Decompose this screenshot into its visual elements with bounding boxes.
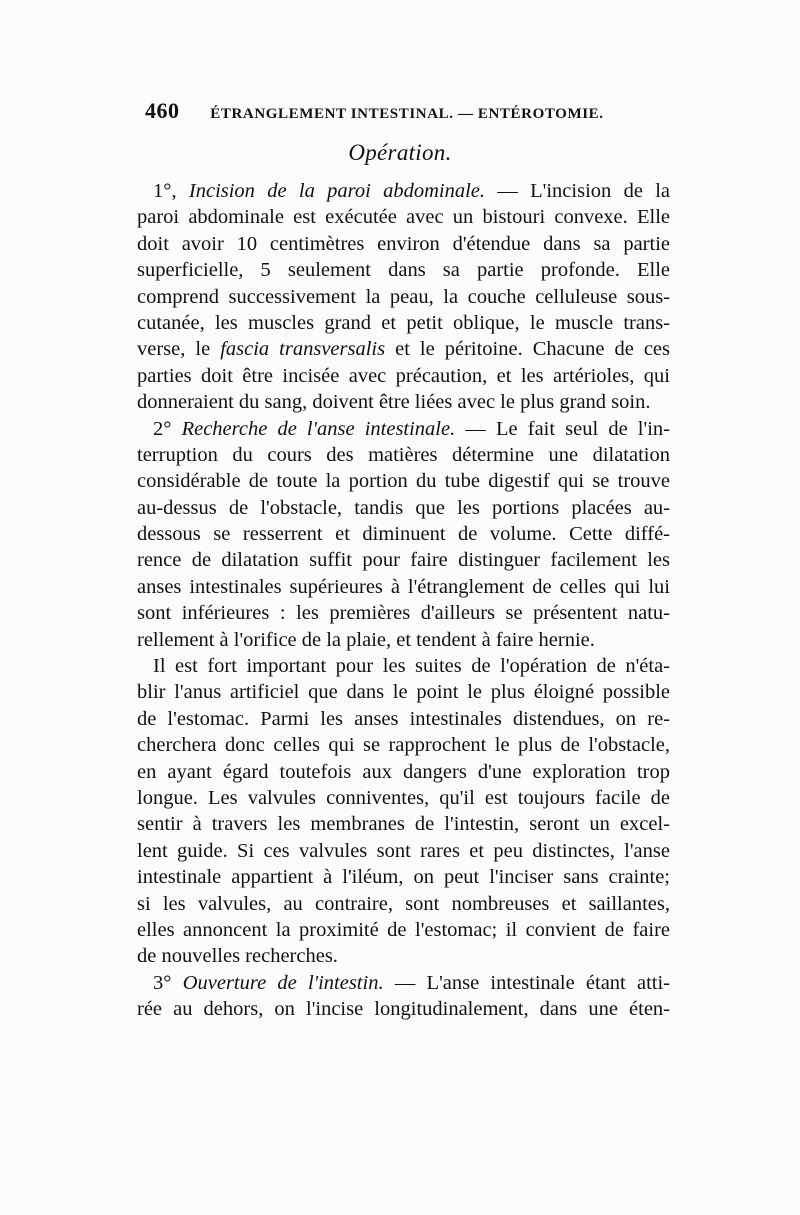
text-run: terruption du cours des matières détermine une dilatation bbox=[137, 443, 670, 466]
text-run: lent guide. Si ces valvules sont rares et peu distinctes, l'anse bbox=[137, 839, 670, 862]
italic-run: Ouverture de l'intestin. bbox=[182, 971, 384, 994]
text-line bbox=[137, 732, 670, 758]
text-line bbox=[137, 759, 670, 785]
text-line bbox=[137, 706, 670, 732]
text-line bbox=[137, 363, 670, 389]
text-line bbox=[137, 627, 670, 653]
text-run: de l'estomac. Parmi les anses intestinales distendues, on re- bbox=[137, 707, 670, 730]
text-line bbox=[137, 336, 670, 362]
text-run: paroi abdominale est exécutée avec un bistouri convexe. Elle bbox=[137, 206, 670, 229]
text-line bbox=[137, 917, 670, 943]
text-run: dessous se resserrent et diminuent de volume. Cette diffé- bbox=[137, 523, 670, 546]
text-run: parties doit être incisée avec précaution, et les artérioles, qui bbox=[137, 364, 670, 387]
text-line bbox=[137, 785, 670, 811]
text-line bbox=[137, 574, 670, 600]
text-line bbox=[137, 310, 670, 336]
text-run: — Le fait seul de l'in- bbox=[455, 417, 670, 440]
text-line bbox=[137, 495, 670, 521]
italic-run: Incision de la paroi abdominale. bbox=[188, 180, 486, 202]
text-run: 2° bbox=[153, 417, 182, 440]
text-run: rence de dilatation suffit pour faire distinguer facilement les bbox=[137, 549, 670, 572]
text-line bbox=[137, 838, 670, 864]
text-line bbox=[137, 468, 670, 494]
text-run: comprend successivement la peau, la couche celluleuse sous- bbox=[137, 285, 670, 308]
italic-run: Recherche de l'anse intestinale. bbox=[181, 417, 456, 440]
text-run: longue. Les valvules conniventes, qu'il est toujours facile de bbox=[137, 786, 670, 809]
text-run: — L'anse intestinale étant atti- bbox=[383, 971, 671, 994]
section-title: Opération. bbox=[348, 140, 452, 165]
text-run: et le péritoine. Chacune de ces bbox=[385, 338, 670, 361]
text-line bbox=[137, 679, 670, 705]
running-head bbox=[145, 98, 665, 124]
text-line bbox=[137, 970, 670, 996]
text-run: anses intestinales supérieures à l'étranglement de celles qui lui bbox=[137, 575, 670, 598]
text-run: — L'incision de la bbox=[485, 180, 671, 202]
text-line bbox=[137, 811, 670, 837]
running-title: ÉTRANGLEMENT INTESTINAL. — ENTÉROTOMIE. bbox=[210, 106, 604, 122]
text-line bbox=[137, 996, 670, 1022]
text-line bbox=[137, 943, 670, 969]
text-run: cherchera donc celles qui se rapprochent le plus de l'obstacle, bbox=[137, 734, 670, 757]
text-line bbox=[137, 257, 670, 283]
page-number: 460 bbox=[145, 98, 180, 123]
text-run: 3° bbox=[153, 971, 183, 994]
text-line bbox=[137, 389, 670, 415]
text-line bbox=[137, 204, 670, 230]
text-run: doit avoir 10 centimètres environ d'étendue dans sa partie bbox=[137, 232, 670, 255]
text-line bbox=[137, 284, 670, 310]
text-run: donneraient du sang, doivent être liées avec le plus grand soin. bbox=[137, 391, 651, 414]
text-run: superficielle, 5 seulement dans sa partie profonde. Elle bbox=[137, 259, 670, 282]
text-run: Il est fort important pour les suites de l'opération de n'éta- bbox=[153, 655, 670, 678]
text-line bbox=[137, 231, 670, 257]
text-run: rellement à l'orifice de la plaie, et tendent à faire hernie. bbox=[137, 628, 595, 651]
body-text bbox=[137, 178, 670, 1023]
text-run: intestinale appartient à l'iléum, on peut l'inciser sans crainte; bbox=[137, 866, 670, 889]
text-line bbox=[137, 864, 670, 890]
text-run: sentir à travers les membranes de l'intestin, seront un excel- bbox=[137, 813, 670, 836]
text-run: blir l'anus artificiel que dans le point le plus éloigné possible bbox=[137, 681, 670, 704]
text-run: considérable de toute la portion du tube digestif qui se trouve bbox=[137, 470, 670, 493]
text-run: rée au dehors, on l'incise longitudinalement, dans une éten- bbox=[137, 998, 670, 1021]
text-line bbox=[137, 521, 670, 547]
text-run: verse, le bbox=[137, 338, 221, 361]
text-line bbox=[137, 547, 670, 573]
text-run: cutanée, les muscles grand et petit oblique, le muscle trans- bbox=[137, 311, 670, 334]
italic-run: fascia transversalis bbox=[220, 338, 386, 361]
text-run: si les valvules, au contraire, sont nombreuses et saillantes, bbox=[137, 892, 670, 915]
text-run: au-dessus de l'obstacle, tandis que les portions placées au- bbox=[137, 496, 670, 519]
text-line bbox=[137, 416, 670, 442]
text-line bbox=[137, 442, 670, 468]
text-run: 1°, bbox=[153, 180, 189, 202]
text-line bbox=[137, 653, 670, 679]
text-run: elles annoncent la proximité de l'estomac; il convient de faire bbox=[137, 918, 670, 941]
text-line bbox=[137, 178, 670, 204]
text-run: en ayant égard toutefois aux dangers d'une exploration trop bbox=[137, 760, 670, 783]
text-run: de nouvelles recherches. bbox=[137, 945, 338, 968]
text-line bbox=[137, 600, 670, 626]
text-run: sont inférieures : les premières d'ailleurs se présentent natu- bbox=[137, 602, 670, 625]
text-line bbox=[137, 891, 670, 917]
